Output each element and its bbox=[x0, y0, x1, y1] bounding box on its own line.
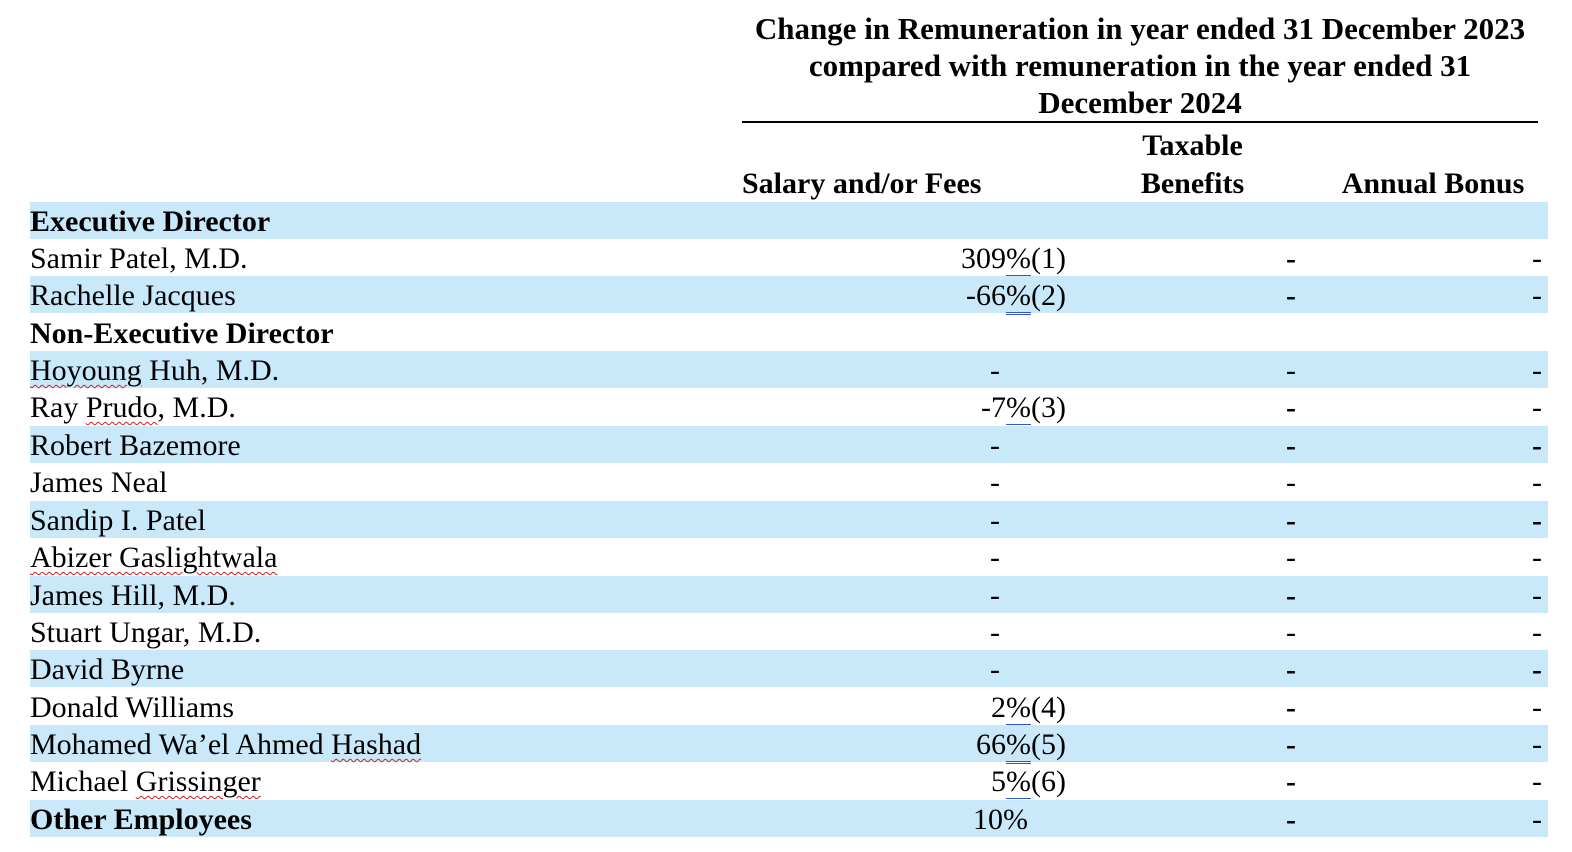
footnote-ref: (2) bbox=[1031, 279, 1066, 312]
taxable-benefits-value: - bbox=[1286, 691, 1296, 724]
salary-change bbox=[991, 762, 1066, 799]
salary-value: -66 bbox=[966, 279, 1007, 312]
table-row bbox=[30, 800, 1548, 837]
table-title: Change in Remuneration in year ended 31 December 2023 compared with remuneration in the year ended 31 December 2024 bbox=[754, 11, 1526, 120]
taxable-benefits-value: - bbox=[1286, 391, 1296, 424]
annual-bonus-value: - bbox=[1532, 616, 1542, 649]
director-name: David Byrne bbox=[30, 653, 185, 686]
taxable-benefits-value: - bbox=[1286, 242, 1296, 275]
director-name: James Neal bbox=[30, 466, 168, 499]
table-row bbox=[30, 276, 1548, 313]
director-name: Sandip I. Patel bbox=[30, 504, 206, 537]
annual-bonus-value: - bbox=[1532, 728, 1542, 761]
table-row bbox=[30, 576, 1548, 613]
table-row bbox=[30, 538, 1548, 575]
footnote-ref: (1) bbox=[1031, 242, 1066, 275]
salary-change: - bbox=[990, 429, 1000, 462]
table-row bbox=[30, 426, 1548, 463]
section-row bbox=[30, 314, 1548, 351]
director-name bbox=[30, 725, 421, 762]
spellcheck-word: Hoyoung bbox=[30, 354, 142, 387]
salary-value: 5 bbox=[991, 765, 1007, 798]
annual-bonus-value: - bbox=[1532, 391, 1542, 424]
annual-bonus-value: - bbox=[1532, 242, 1542, 275]
name-part: Ray bbox=[30, 391, 86, 424]
salary-change bbox=[961, 239, 1066, 276]
director-name: Samir Patel, M.D. bbox=[30, 242, 248, 275]
section-label: Non-Executive Director bbox=[30, 317, 334, 350]
table-row bbox=[30, 688, 1548, 725]
footnote-ref: (3) bbox=[1031, 391, 1066, 424]
taxable-benefits-value: - bbox=[1286, 504, 1296, 537]
table-row bbox=[30, 239, 1548, 276]
percent-link[interactable]: % bbox=[1006, 391, 1031, 427]
table-row bbox=[30, 388, 1548, 425]
spellcheck-word: Hashad bbox=[331, 728, 422, 761]
annual-bonus-value: - bbox=[1532, 579, 1542, 612]
table-row bbox=[30, 725, 1548, 762]
name-part: Mohamed Wa’el Ahmed bbox=[30, 728, 332, 761]
taxable-benefits-value: - bbox=[1286, 653, 1296, 686]
salary-change bbox=[981, 388, 1066, 425]
salary-change bbox=[991, 688, 1066, 725]
director-name bbox=[30, 351, 279, 388]
director-name: Robert Bazemore bbox=[30, 429, 241, 462]
annual-bonus-value: - bbox=[1532, 279, 1542, 312]
section-row bbox=[30, 202, 1548, 239]
name-rest: Huh, M.D. bbox=[141, 354, 280, 387]
annual-bonus-value: - bbox=[1532, 466, 1542, 499]
annual-bonus-value: - bbox=[1532, 504, 1542, 537]
salary-change: - bbox=[990, 541, 1000, 574]
salary-value: 309 bbox=[961, 242, 1007, 275]
table-row bbox=[30, 501, 1548, 538]
taxable-benefits-value: - bbox=[1286, 354, 1296, 387]
salary-value: 66 bbox=[976, 728, 1007, 761]
taxable-benefits-value: - bbox=[1286, 466, 1296, 499]
annual-bonus-value: - bbox=[1532, 429, 1542, 462]
salary-change: - bbox=[990, 504, 1000, 537]
percent-link[interactable]: % bbox=[1006, 691, 1031, 727]
footnote-ref: (5) bbox=[1031, 728, 1066, 761]
annual-bonus-value: - bbox=[1532, 541, 1542, 574]
salary-change: - bbox=[990, 616, 1000, 649]
percent-link[interactable]: % bbox=[1006, 279, 1031, 315]
salary-value: 2 bbox=[991, 691, 1007, 724]
title-divider bbox=[742, 121, 1538, 123]
director-name bbox=[30, 388, 236, 425]
taxable-benefits-value: - bbox=[1286, 728, 1296, 761]
salary-change: 10% bbox=[973, 803, 1028, 836]
salary-change bbox=[976, 725, 1066, 762]
taxable-benefits-value: - bbox=[1286, 541, 1296, 574]
salary-value: -7 bbox=[981, 391, 1007, 424]
name-part: Michael bbox=[30, 765, 136, 798]
salary-change: - bbox=[990, 466, 1000, 499]
annual-bonus-value: - bbox=[1532, 765, 1542, 798]
table-row bbox=[30, 351, 1548, 388]
director-name: Stuart Ungar, M.D. bbox=[30, 616, 262, 649]
footnote-ref: (6) bbox=[1031, 765, 1066, 798]
section-label: Executive Director bbox=[30, 205, 271, 238]
director-name: Donald Williams bbox=[30, 691, 235, 724]
name-rest: , M.D. bbox=[157, 391, 236, 424]
column-header-bonus: Annual Bonus bbox=[1329, 165, 1537, 205]
column-header-taxable-line1: Taxable bbox=[1142, 129, 1243, 162]
taxable-benefits-value: - bbox=[1286, 616, 1296, 649]
table-row bbox=[30, 650, 1548, 687]
annual-bonus-value: - bbox=[1532, 691, 1542, 724]
taxable-benefits-value: - bbox=[1286, 429, 1296, 462]
spellcheck-word: Grissinger bbox=[135, 765, 261, 798]
taxable-benefits-value: - bbox=[1286, 279, 1296, 312]
director-name: Abizer Gaslightwala bbox=[30, 541, 278, 574]
annual-bonus-value: - bbox=[1532, 354, 1542, 387]
annual-bonus-value: - bbox=[1532, 803, 1542, 836]
column-header-taxable-line2: Benefits bbox=[1140, 167, 1245, 200]
section-label: Other Employees bbox=[30, 803, 252, 836]
percent-link[interactable]: % bbox=[1006, 728, 1031, 764]
table-row bbox=[30, 613, 1548, 650]
taxable-benefits-value: - bbox=[1286, 579, 1296, 612]
salary-change: - bbox=[990, 653, 1000, 686]
percent-link[interactable]: % bbox=[1006, 765, 1031, 801]
table-row bbox=[30, 762, 1548, 799]
salary-change: - bbox=[990, 579, 1000, 612]
director-name bbox=[30, 762, 261, 799]
spellcheck-word: Prudo bbox=[85, 391, 158, 424]
taxable-benefits-value: - bbox=[1286, 765, 1296, 798]
director-name: James Hill, M.D. bbox=[30, 579, 236, 612]
table-row bbox=[30, 463, 1548, 500]
column-header-salary: Salary and/or Fees bbox=[742, 165, 1000, 205]
percent-link[interactable]: % bbox=[1006, 242, 1031, 278]
salary-change bbox=[966, 276, 1066, 313]
salary-change: - bbox=[990, 354, 1000, 387]
director-name: Rachelle Jacques bbox=[30, 279, 236, 312]
column-header-taxable bbox=[1087, 127, 1298, 205]
footnote-ref: (4) bbox=[1031, 691, 1066, 724]
annual-bonus-value: - bbox=[1532, 653, 1542, 686]
taxable-benefits-value: - bbox=[1286, 803, 1296, 836]
